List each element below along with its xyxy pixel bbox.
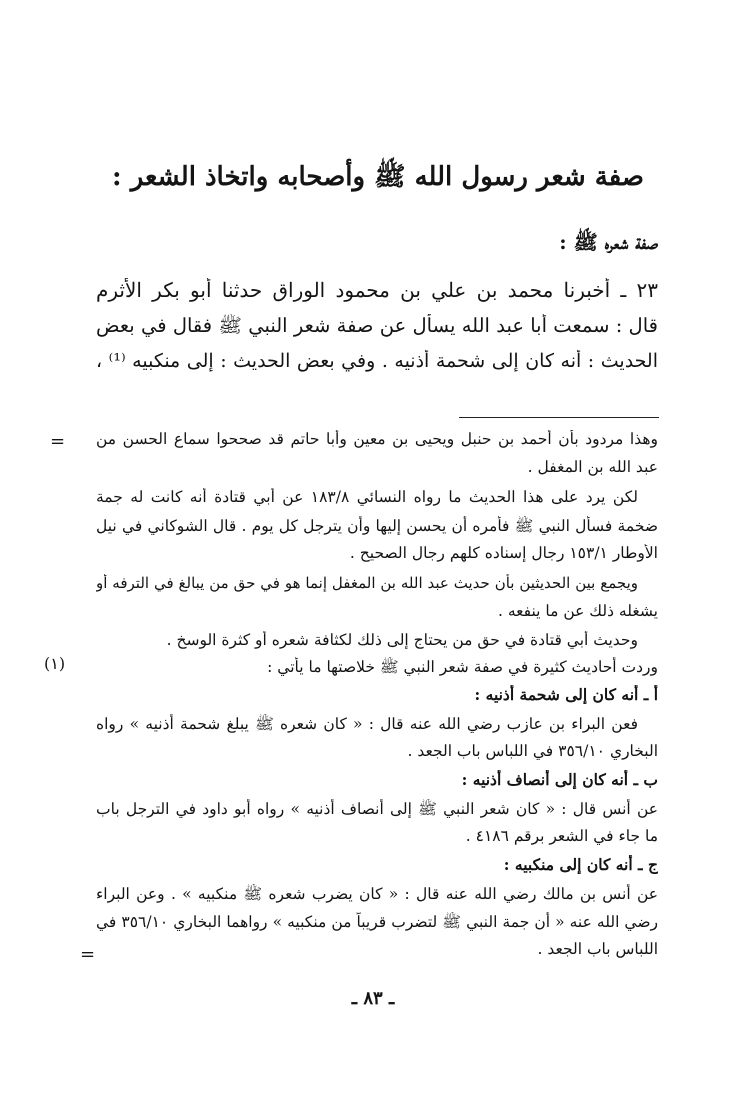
page-number: ـ ٨٣ ـ [351, 988, 395, 1009]
footnote-line: يشغله ذلك عن ما ينفعه . [497, 602, 658, 620]
footnote-line: عبد الله بن المغفل . [527, 458, 658, 476]
continuation-mark-top: = [50, 431, 66, 452]
footnote-line: الأوطار ١٥٣/١ رجال إسناده كلهم رجال الصحيح . [349, 544, 658, 562]
footnote-line: وردت أحاديث كثيرة في صفة شعر النبي ﷺ خلاصتها ما يأتي : [267, 658, 658, 676]
footnote-line: اللباس باب الجعد . [537, 940, 658, 958]
continuation-mark-bottom: = [80, 944, 96, 965]
footnote-line: فعن البراء بن عازب رضي الله عنه قال : « كان شعره ﷺ يبلغ شحمة أذنيه » رواه [96, 715, 638, 733]
footnote-subheading: أ ـ أنه كان إلى شحمة أذنيه : [474, 685, 658, 704]
footnote-line: لكن يرد على هذا الحديث ما رواه النسائي ١٨٣/٨ عن أبي قتادة أنه كانت له جمة [96, 488, 638, 506]
footnote-line: ضخمة فسأل النبي ﷺ فأمره أن يحسن إليها وأن يترجل كل يوم . قال الشوكاني في نيل [96, 517, 658, 535]
footnote-line: عن أنس قال : « كان شعر النبي ﷺ إلى أنصاف أذنيه » رواه أبو داود في الترجل باب [96, 800, 658, 818]
footnote-line: عن أنس بن مالك رضي الله عنه قال : « كان يضرب شعره ﷺ منكبيه » . وعن البراء [96, 885, 658, 903]
footnote-line: ويجمع بين الحديثين بأن حديث عبد الله بن المغفل إنما هو في حق من يبالغ في الترفه أو [96, 574, 638, 592]
body-line: ٢٣ ـ أخبرنا محمد بن علي بن محمود الوراق حدثنا أبو بكر الأثرم [96, 278, 658, 302]
footnote-line: رضي الله عنه « أن جمة النبي ﷺ لتضرب قريباً من منكبيه » رواهما البخاري ٣٥٦/١٠ في [96, 913, 658, 931]
footnote-line: البخاري ٣٥٦/١٠ في اللباس باب الجعد . [407, 742, 658, 760]
footnote-subheading: ج ـ أنه كان إلى منكبيه : [503, 855, 658, 874]
chapter-heading: صفة شعر رسول الله ﷺ وأصحابه واتخاذ الشعر : [112, 162, 644, 192]
footnote-number: (١) [44, 654, 66, 673]
section-subheading: صفة شعره ﷺ : [559, 230, 658, 254]
body-line: قال : سمعت أبا عبد الله يسأل عن صفة شعر النبي ﷺ فقال في بعض [96, 314, 658, 337]
footnote-separator [459, 417, 659, 418]
footnote-line: ما جاء في الشعر برقم ٤١٨٦ . [465, 827, 658, 845]
footnote-line: وحديث أبي قتادة في حق من يحتاج إلى ذلك لكثافة شعره أو كثرة الوسخ . [166, 631, 638, 649]
body-line: الحديث : أنه كان إلى شحمة أذنيه . وفي بعض الحديث : إلى منكبيه ⁽¹⁾ ، [96, 350, 658, 372]
footnote-subheading: ب ـ أنه كان إلى أنصاف أذنيه : [461, 770, 658, 789]
footnote-line: وهذا مردود بأن أحمد بن حنبل ويحيى بن معين وأبا حاتم قد صححوا سماع الحسن من [96, 430, 658, 448]
